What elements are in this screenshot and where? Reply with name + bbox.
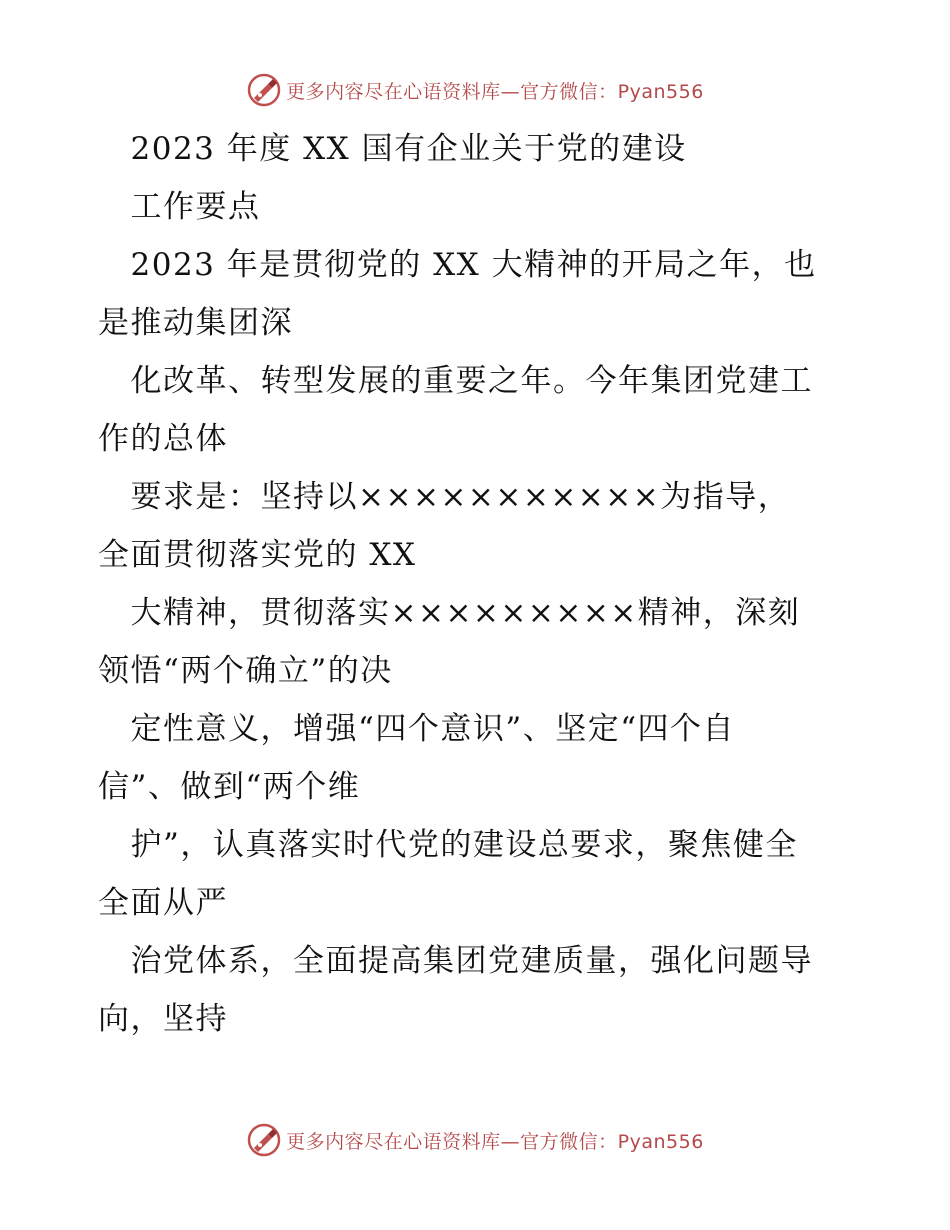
doc-line: 向，坚持: [98, 1001, 228, 1037]
doc-line: 化改革、转型发展的重要之年。今年集团党建工: [98, 363, 813, 399]
footer-watermark-banner: [0, 1120, 950, 1160]
doc-line: 全面从严: [98, 885, 228, 921]
doc-line: 是推动集团深: [98, 305, 293, 341]
document-body: [98, 120, 858, 1048]
header-watermark-inner: [246, 72, 704, 108]
separator: —: [500, 80, 521, 103]
doc-line: 治党体系，全面提高集团党建质量，强化问题导: [98, 943, 813, 979]
doc-line: 工作要点: [98, 189, 261, 225]
contact-text: 官方微信：Pyan556: [520, 80, 704, 103]
doc-line: 2023 年度 XX 国有企业关于党的建设: [98, 131, 687, 167]
doc-line: 信”、做到“两个维: [98, 769, 361, 805]
pen-nib-logo-icon: [246, 72, 282, 108]
doc-line: 2023 年是贯彻党的 XX 大精神的开局之年，也: [98, 247, 817, 283]
doc-line: 定性意义，增强“四个意识”、坚定“四个自: [98, 711, 736, 747]
separator: —: [500, 1130, 521, 1153]
brand-text: 更多内容尽在心语资料库: [286, 1130, 501, 1153]
header-watermark-banner: [0, 70, 950, 110]
doc-line: 要求是：坚持以×××××××××××为指导，: [98, 479, 791, 515]
doc-line: 全面贯彻落实党的 XX: [98, 537, 417, 573]
footer-watermark-inner: [246, 1122, 704, 1158]
header-watermark-text: [286, 77, 704, 104]
pen-nib-logo-icon: [246, 1122, 282, 1158]
footer-watermark-text: [286, 1127, 704, 1154]
contact-text: 官方微信：Pyan556: [520, 1130, 704, 1153]
doc-line: 护”，认真落实时代党的建设总要求，聚焦健全: [98, 827, 798, 863]
brand-text: 更多内容尽在心语资料库: [286, 80, 501, 103]
doc-line: 大精神，贯彻落实×××××××××精神，深刻: [98, 595, 801, 631]
doc-line: 作的总体: [98, 421, 228, 457]
doc-line: 领悟“两个确立”的决: [98, 653, 393, 689]
